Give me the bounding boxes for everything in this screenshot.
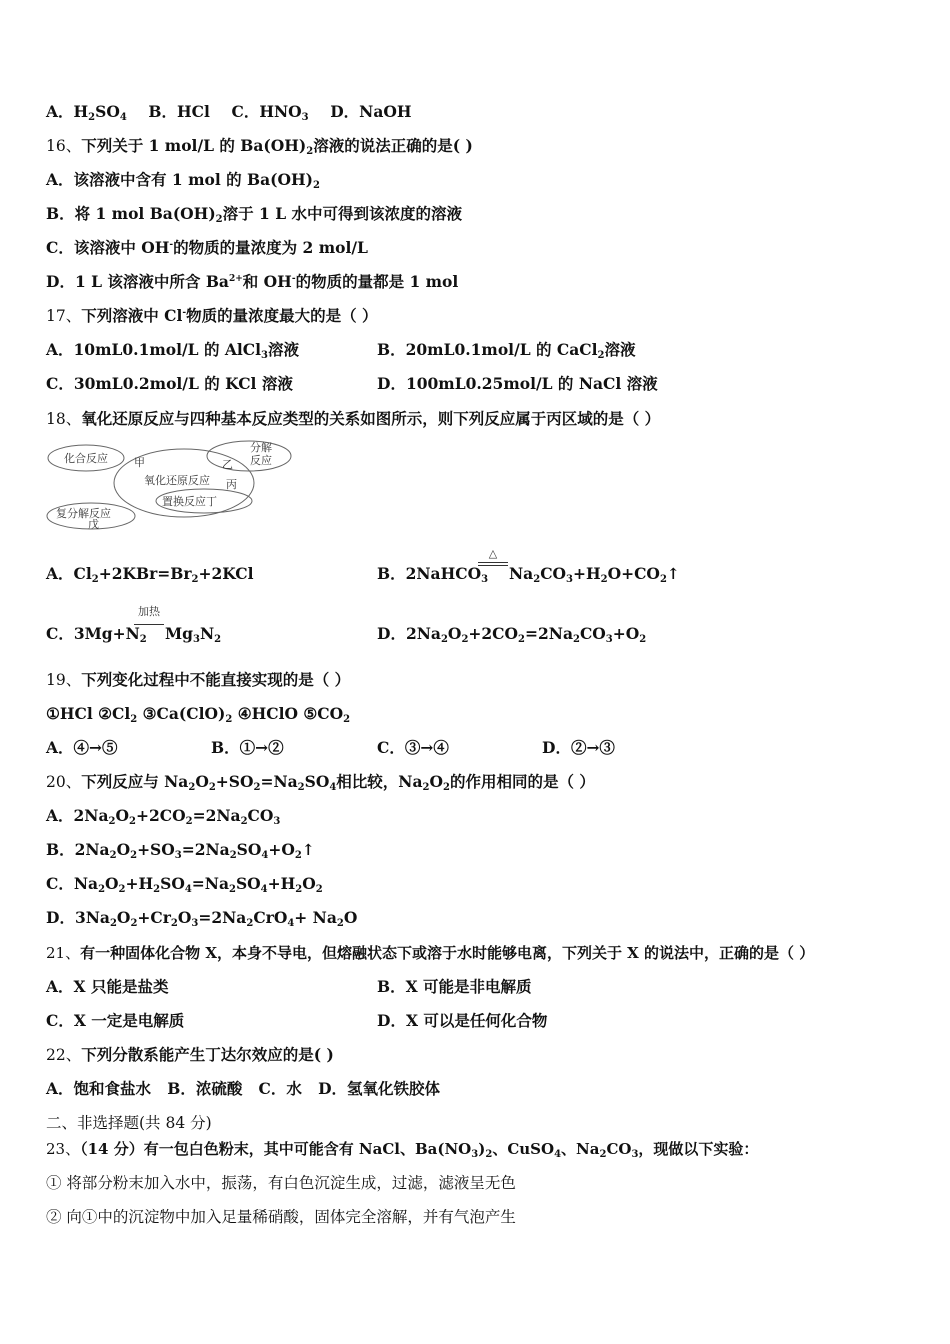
q18-option-b: B．2NaHCO$_3$ xyxy=(377,564,489,585)
q21-stem: 21、有一种固体化合物 X，本身不导电，但熔融状态下或溶于水时能够电离，下列关于 X 的说法中，正确的是（ ） xyxy=(46,944,815,962)
q22-option-b: B．浓硫酸 xyxy=(167,1079,243,1098)
q18-option-a: A．$Cl_2+2KBr=Br_2+2KCl$ xyxy=(46,564,254,585)
q23-step-2: ② 向①中的沉淀物中加入足量稀硝酸，固体完全溶解，并有气泡产生 xyxy=(46,1208,516,1226)
reaction-types-diagram xyxy=(44,438,294,533)
q21-option-d: D．X 可以是任何化合物 xyxy=(377,1011,548,1030)
q21-option-c: C．X 一定是电解质 xyxy=(46,1011,185,1030)
q16-option-d: D．1 L 该溶液中所含 $Ba^{2+}$和 OH-的物质的量都是 1 mol xyxy=(46,272,459,291)
q21-option-a: A．X 只能是盐类 xyxy=(46,977,169,996)
q19-option-c: C．③→④ xyxy=(377,738,449,757)
q19-list: ①HCl $②Cl_2$ $③Ca(ClO)_2$ ④HClO $⑤CO_2$ xyxy=(46,704,351,725)
q22-options xyxy=(46,1079,440,1099)
q20-option-c: C．$Na_2O_2+H_2SO_4=Na_2SO_4+H_2O_2$ xyxy=(46,874,323,895)
q15-option-c: C．HNO xyxy=(231,102,302,121)
label-yi: 乙 xyxy=(222,458,233,471)
q21-option-b: B．X 可能是非电解质 xyxy=(377,977,532,996)
q20-stem: 20、下列反应与 $Na_2O_2+SO_2=Na_2SO_4$相比较，$Na_2O_2$的作用相同的是（ ） xyxy=(46,772,595,793)
q18-option-b-products: $Na_2CO_3+H_2O+CO_2↑$ xyxy=(509,564,680,585)
q17-stem: 17、下列溶液中 Cl-物质的量浓度最大的是（ ） xyxy=(46,306,378,325)
q23-step-1: ① 将部分粉末加入水中，振荡，有白色沉淀生成，过滤，滤液呈无色 xyxy=(46,1174,516,1192)
section2-title: 二、非选择题(共 84 分) xyxy=(46,1114,212,1132)
q17-option-d: D．100mL0.25mol/L 的 NaCl 溶液 xyxy=(377,374,658,393)
decomposition-ellipse xyxy=(207,441,291,471)
q17-option-a: A．10mL0.1mol/L 的 AlCl$_3$溶液 xyxy=(46,340,299,361)
q15-option-b: B．HCl xyxy=(148,102,210,121)
q18-b-heat-condition: △ xyxy=(478,548,508,566)
q17-option-b: B．20mL0.1mol/L 的 CaCl$_2$溶液 xyxy=(377,340,636,361)
q19-stem: 19、下列变化过程中不能直接实现的是（ ） xyxy=(46,670,351,689)
q16-option-b: B．将 1 mol $Ba(OH)_2$溶于 1 L 水中可得到该浓度的溶液 xyxy=(46,204,463,225)
label-jia: 甲 xyxy=(134,456,145,469)
q20-option-d: D．$3Na_2O_2+Cr_2O_3=2Na_2CrO_4+ Na_2O$ xyxy=(46,908,358,929)
label-decomposition-1: 分解 xyxy=(250,441,272,454)
q18-option-d: D．$2Na_2O_2+2CO_2=2Na_2CO_3+O_2$ xyxy=(377,624,647,645)
label-decomposition-2: 反应 xyxy=(250,454,272,467)
q20-option-a: A．$2Na_2O_2+2CO_2=2Na_2CO_3$ xyxy=(46,806,281,827)
q16-option-c: C．该溶液中 OH-的物质的量浓度为 2 mol/L xyxy=(46,238,368,257)
q18-option-c: C．$3Mg+N_2$ xyxy=(46,624,147,645)
q15-options: A．$H_2SO_4$ B．HCl C．$HNO_3$ D．NaOH xyxy=(46,102,412,123)
q17-option-c: C．30mL0.2mol/L 的 KCl 溶液 xyxy=(46,374,293,393)
q16-option-a: A．该溶液中含有 1 mol 的 $Ba(OH)_2$ xyxy=(46,170,320,191)
q22-option-c: C．水 xyxy=(258,1079,302,1098)
q18-option-c-products: $Mg_3N_2$ xyxy=(165,624,222,645)
q22-option-a: A．饱和食盐水 xyxy=(46,1079,152,1098)
label-bing: 丙 xyxy=(226,478,237,491)
q15-option-a: A．H xyxy=(46,102,89,121)
label-redox: 氧化还原反应 xyxy=(144,474,210,487)
q19-option-b: B．①→② xyxy=(211,738,284,757)
label-combination: 化合反应 xyxy=(64,452,108,465)
q19-option-a: A．④→⑤ xyxy=(46,738,118,757)
label-wu: 戊 xyxy=(88,518,99,531)
q18-c-heat-condition: 加热 xyxy=(134,606,164,625)
q15-option-d: D．NaOH xyxy=(330,102,412,121)
q16-stem: 16、下列关于 1 mol/L 的 $Ba(OH)_2$溶液的说法正确的是( ) xyxy=(46,136,473,157)
q20-option-b: B．$2Na_2O_2+SO_3=2Na_2SO_4+O_2↑$ xyxy=(46,840,315,861)
q22-option-d: D．氢氧化铁胶体 xyxy=(318,1079,441,1098)
q22-stem: 22、下列分散系能产生丁达尔效应的是( ) xyxy=(46,1045,334,1064)
q23-stem: 23、（14 分）有一包白色粉末，其中可能含有 NaCl、$Ba(NO_3)_2$、CuSO$_4$、$Na_2CO_3$，现做以下实验： xyxy=(46,1140,759,1160)
label-displacement: 置换反应丁 xyxy=(162,495,217,508)
q19-option-d: D．②→③ xyxy=(542,738,615,757)
label-double-displacement: 复分解反应 xyxy=(56,507,111,520)
q18-stem: 18、氧化还原反应与四种基本反应类型的关系如图所示，则下列反应属于丙区域的是（ ） xyxy=(46,409,661,428)
